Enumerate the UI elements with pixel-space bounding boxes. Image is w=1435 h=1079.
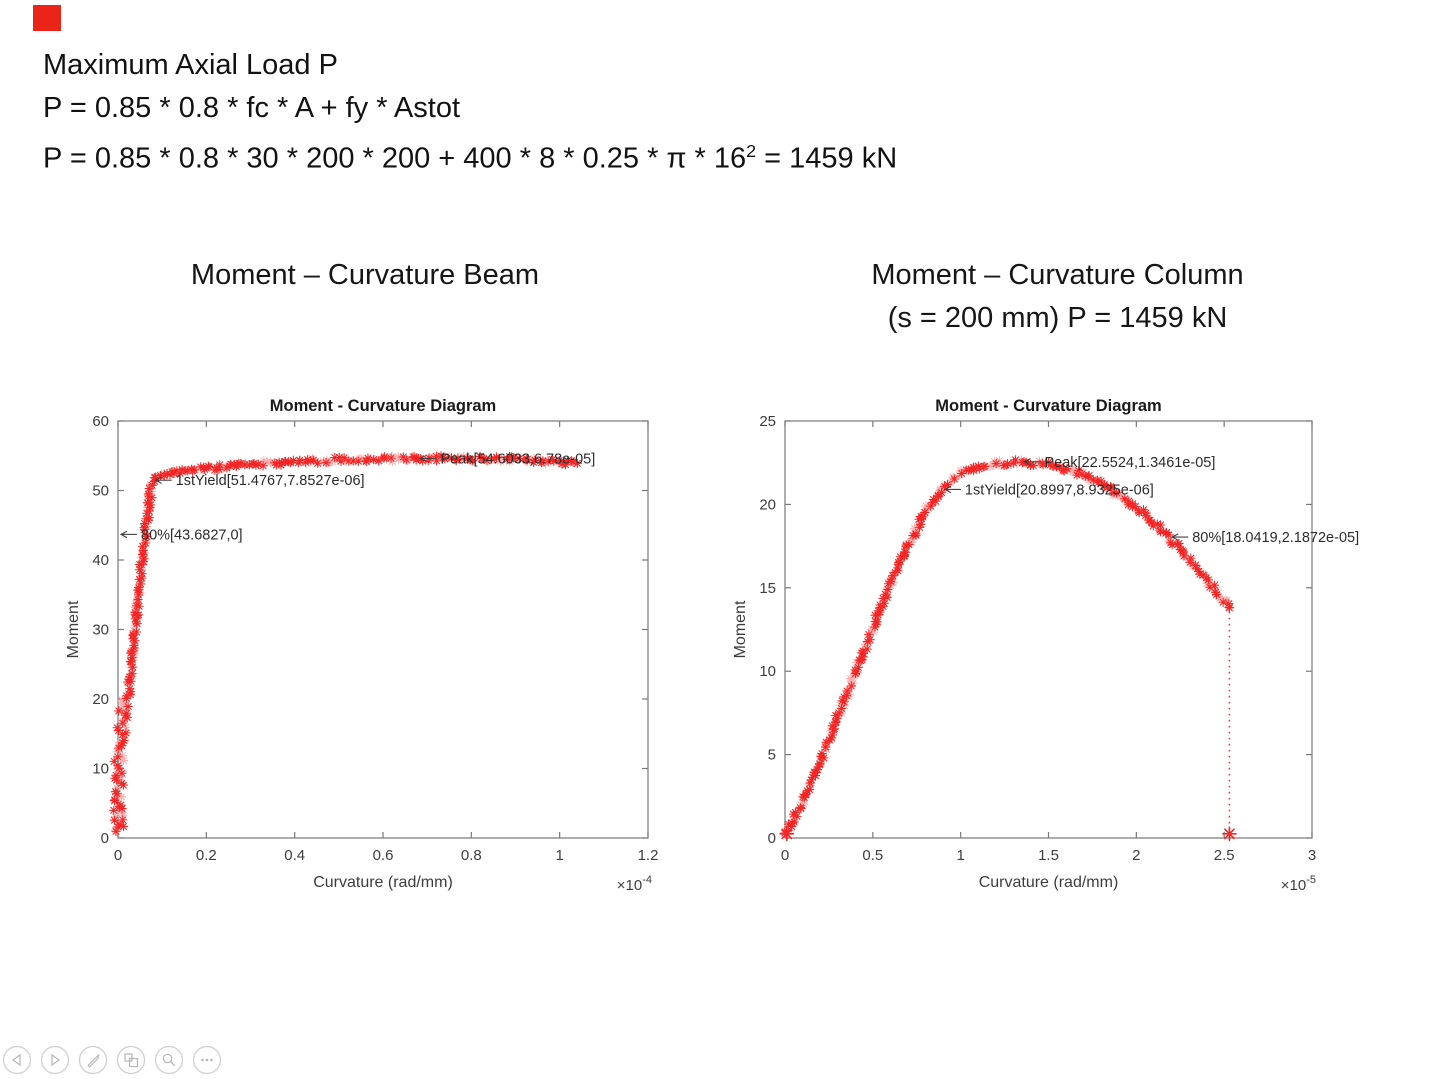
y-tick-label: 60 [92,413,109,430]
y-axis-label: Moment [65,600,82,659]
zoom-into-slide-button[interactable] [156,1047,183,1074]
y-tick-label: 5 [767,746,776,764]
y-tick-label: 10 [92,760,109,778]
x-tick-label: 2.5 [1213,847,1235,864]
x-tick-label: 0.6 [372,847,394,864]
chart-title: Moment - Curvature Diagram [269,397,497,415]
svg-text:1stYield[51.4767,7.8527e-06]: 1stYield[51.4767,7.8527e-06] [175,473,365,490]
point-annotation [420,452,595,468]
column-chart [720,390,1420,910]
y-tick-label: 25 [759,413,776,430]
x-tick-label: 0.4 [284,847,306,864]
svg-text:80%[43.6827,0]: 80%[43.6827,0] [141,527,243,544]
red-marker-square [33,5,61,31]
more-options-button[interactable] [194,1047,221,1074]
y-tick-label: 0 [767,830,776,847]
next-slide-button[interactable] [42,1047,69,1074]
x-tick-label: 1 [555,847,564,864]
y-axis-label: Moment [732,600,749,659]
y-tick-label: 50 [92,482,109,500]
exponent: 2 [746,141,757,161]
y-tick-label: 15 [759,579,776,597]
presenter-toolbar [0,1040,240,1079]
beam-chart-figure [40,390,700,910]
pen-tools-button[interactable] [80,1047,107,1074]
point-annotation [121,527,243,543]
header-text-block [43,44,897,181]
x-axis-exponent: $\times 10^{-5}$ [1280,874,1316,894]
x-tick-label: 0 [113,847,123,864]
svg-text:1stYield[20.8997,8.9325e-06]: 1stYield[20.8997,8.9325e-06] [964,482,1154,499]
beam-section-heading: Moment – Curvature Beam [190,259,540,291]
point-annotation [945,482,1154,498]
x-tick-label: 2 [1132,847,1141,864]
x-tick-label: 0.5 [862,847,884,864]
y-tick-label: 20 [759,496,776,514]
svg-text:80%[18.0419,2.1872e-05]: 80%[18.0419,2.1872e-05] [1192,530,1360,547]
formula-symbolic: P = 0.85 * 0.8 * fc * A + fy * Astot [43,92,461,124]
point-annotation [1172,530,1359,546]
x-tick-label: 1.5 [1038,847,1059,864]
x-tick-label: 1 [956,847,965,864]
x-axis-label: Curvature (rad/mm) [978,874,1119,891]
y-tick-label: 20 [92,691,109,708]
ellipsis-icon [201,1059,213,1062]
x-tick-label: 0 [780,847,790,864]
see-all-slides-button[interactable] [118,1047,145,1074]
point-annotation [1024,455,1215,471]
x-tick-label: 1.2 [637,847,659,864]
x-tick-label: 3 [1307,847,1317,864]
column-section-heading: Moment – Curvature Column (s = 200 mm) P = 1459 kN [871,259,1244,334]
point-annotation [156,473,365,489]
y-tick-label: 10 [759,663,776,681]
beam-chart [40,390,700,910]
x-axis-label: Curvature (rad/mm) [313,874,453,891]
page-title: Maximum Axial Load P [43,49,338,81]
previous-slide-button[interactable] [4,1047,31,1074]
column-chart-figure [720,390,1420,910]
x-tick-label: 0.8 [460,847,482,864]
svg-text:Peak[54.6033,6.78e-05]: Peak[54.6033,6.78e-05] [440,451,596,468]
formula-numeric: $P = 0.85 * 0.8 * 30 * 200 * 200 + 400 * 8 * 0.25 * \pi * 16^2 = 1459$ kN [43,141,898,175]
y-tick-label: 40 [92,552,109,569]
y-tick-label: 0 [100,830,109,847]
x-axis-exponent: $\times 10^{-4}$ [616,874,652,894]
y-tick-label: 30 [92,621,109,639]
x-tick-label: 0.2 [195,847,217,864]
chart-title: Moment - Curvature Diagram [935,397,1162,415]
svg-text:Peak[22.5524,1.3461e-05]: Peak[22.5524,1.3461e-05] [1044,454,1216,471]
